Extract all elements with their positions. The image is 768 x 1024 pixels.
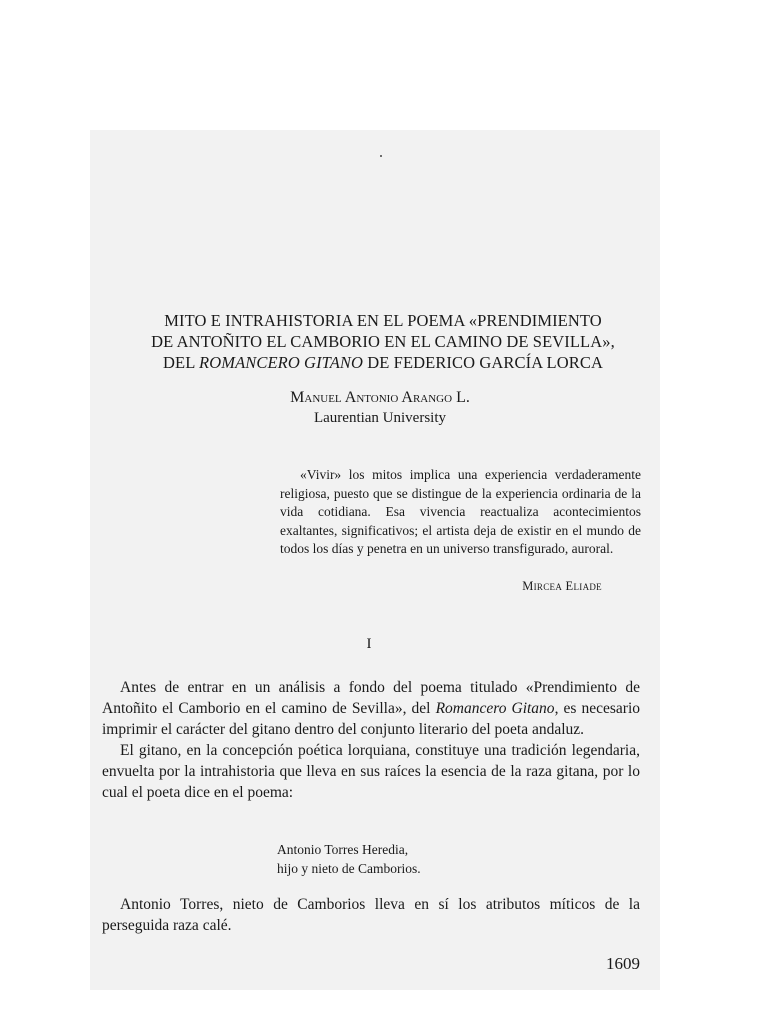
title-line-1: MITO E INTRAHISTORIA EN EL POEMA «PRENDIMIENTO [164, 311, 602, 330]
section-heading: I [366, 636, 372, 652]
epigraph-quote: «Vivir» los mitos implica una experiencia verdaderamente religiosa, puesto que se distingue de la experiencia ordinaria de la vida cotidiana. Esa vivencia reactualiza acontecimientos exaltantes, significativos; el artista deja de existir en el mundo de todos los días y penetra en un universo transfigurado, auroral. [280, 467, 641, 556]
title-line-3-prefix: DEL [163, 353, 200, 372]
author-affiliation: Laurentian University [313, 410, 447, 426]
paragraph-1 [102, 677, 640, 740]
paragraph-2: El gitano, en la concepción poética lorquiana, constituye una tradición legendaria, envuelta por la intrahistoria que lleva en sus raíces la esencia de la raza gitana, por lo cual el poeta dice en el poema: [102, 742, 640, 801]
body-paragraphs [102, 677, 640, 803]
page-number: 1609 [606, 954, 640, 973]
title-line-3-suffix: DE FEDERICO GARCÍA LORCA [363, 353, 603, 372]
title-line-3 [100, 352, 666, 373]
author-block [230, 387, 530, 429]
title-line-2: DE ANTOÑITO EL CAMBORIO EN EL CAMINO DE SEVILLA», [151, 332, 615, 351]
paragraph-1-book-name: Romancero Gitano [435, 700, 555, 717]
paragraph-3: Antonio Torres, nieto de Camborios lleva en sí los atributos míticos de la perseguida raza calé. [102, 896, 640, 934]
title-book-name: ROMANCERO GITANO [199, 353, 364, 372]
scan-speck [380, 155, 382, 157]
paragraph-1-end: , es necesario imprimir el carácter del gitano dentro del conjunto literario del poeta andaluz. [102, 700, 640, 738]
verse-quote [277, 840, 421, 878]
body-paragraph-3 [102, 894, 640, 936]
epigraph-author: Mircea Eliade [522, 579, 602, 593]
article-title [100, 310, 666, 373]
paragraph-1-start: Antes de entrar en un análisis a fondo del poema titulado «Prendimiento de Antoñito el Camborio en el camino de Sevilla», del [102, 679, 640, 717]
author-name: Manuel Antonio Arango L. [290, 389, 470, 406]
verse-line-1: Antonio Torres Heredia, [277, 842, 409, 857]
verse-line-2: hijo y nieto de Camborios. [277, 861, 421, 876]
